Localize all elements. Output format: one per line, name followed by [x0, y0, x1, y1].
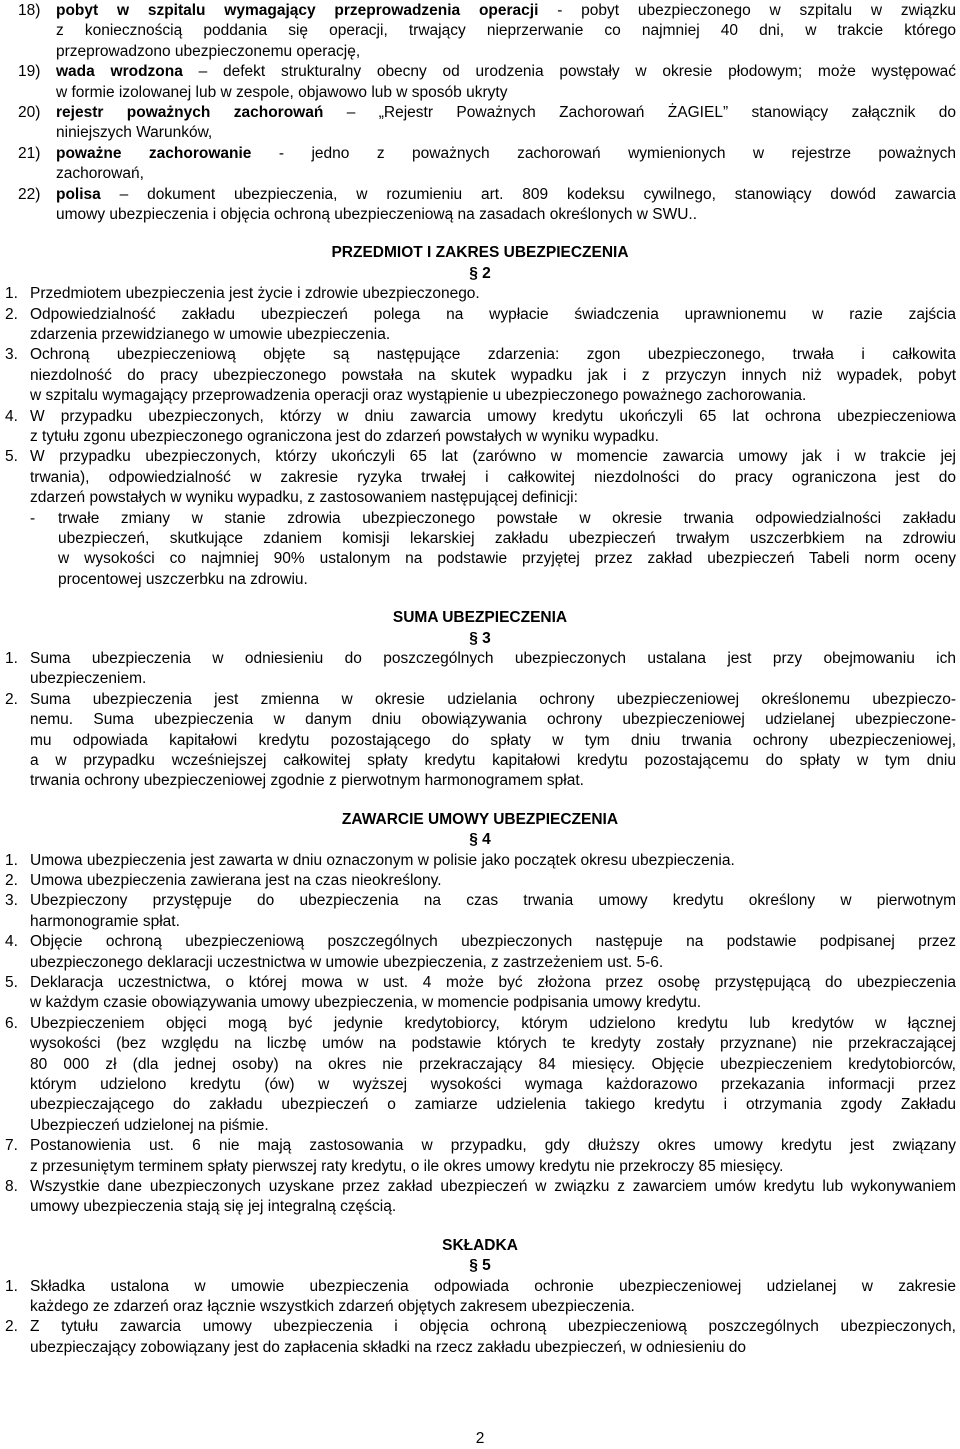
list-item-number: 2.: [5, 1318, 18, 1336]
list-item-line: Ubezpieczeń udzielonej na piśmie.: [30, 1116, 269, 1134]
list-item-number: 5.: [5, 448, 18, 466]
list-item-number: 8.: [5, 1178, 18, 1195]
definition-text: - pobyt ubezpieczonego w szpitalu w związku: [538, 2, 956, 19]
section-paragraph-symbol: § 4: [469, 831, 491, 849]
definition-line: [56, 143, 956, 164]
list-item-line: nemu. Suma ubezpieczenia w danym dniu obowiązywania ochrony ubezpieczeniowej udzielanej ubezpieczone-: [30, 711, 956, 729]
list-item-number: 1.: [5, 285, 18, 303]
list-item-line: w wysokości co najmniej 90% ustalonym na podstawie przyjętej przez zakład ubezpieczeń Tabeli norm oceny: [58, 550, 956, 568]
definition-text: umowy ubezpieczenia i objęcia ochroną ubezpieczeniową na zasadach określonych w SWU..: [56, 206, 698, 223]
list-item-line: Składka ustalona w umowie ubezpieczenia odpowiada ochronie ubezpieczeniowej udzielanej w zakresie: [30, 1277, 956, 1295]
section-heading: ZAWARCIE UMOWY UBEZPIECZENIA: [341, 810, 619, 828]
list-item-line: wysokości (bez względu na liczbę umów na podstawie których te kredyty zostały przyznane) nie przekraczającej: [30, 1035, 956, 1053]
definition-number: 19): [18, 63, 41, 81]
list-item-line: Ubezpieczeniem objęci mogą być jedynie kredytobiorcy, którym udzielono kredytu lub kredytów w łącznej: [30, 1014, 956, 1032]
list-item-number: 2.: [5, 305, 18, 323]
definition-text: przeprowadzono ubezpieczonemu operację,: [56, 42, 361, 60]
list-item-line: trwania), odpowiedzialność w zakresie ryzyka trwałej i całkowitej niezdolności do pracy ograniczona jest do: [30, 468, 956, 486]
list-item-line: trwałe zmiany w stanie zdrowia ubezpieczonego powstałe w okresie trwania odpowiedzialności zakładu: [58, 509, 956, 527]
list-item-line: ubezpieczeniem.: [30, 670, 147, 688]
list-item-line: Umowa ubezpieczenia jest zawarta w dniu oznaczonym w polisie jako początek okresu ubezpieczenia.: [30, 851, 735, 869]
list-item-line: Ubezpieczony przystępuje do ubezpieczenia na czas trwania umowy kredytu określony w pierwotnym: [30, 892, 956, 910]
list-item-number: 4.: [5, 407, 18, 425]
list-item-line: mu odpowiada kapitałowi kredytu pozostającego do spłaty w tym dniu trwania ochrony ubezpieczeniowej,: [30, 731, 956, 749]
list-item-line: Umowa ubezpieczenia zawierana jest na czas nieokreślony.: [30, 872, 442, 889]
list-item-number: 7.: [5, 1137, 18, 1155]
definition-text: z koniecznością poddania się operacji, trwający nieprzerwanie co najmniej 40 dni, w trakcie którego: [56, 22, 956, 40]
list-item-line: ubezpieczającego do zakładu ubezpieczeń o zamiarze udzielenia takiego kredytu i otrzymania zgody Zakładu: [30, 1096, 956, 1114]
list-item-line: zdarzenia przewidzianego w umowie ubezpieczenia.: [30, 326, 391, 343]
section-heading: SKŁADKA: [442, 1236, 518, 1254]
list-item-number: -: [30, 509, 36, 527]
list-item-number: 4.: [5, 933, 18, 951]
page-number: 2: [475, 1430, 485, 1447]
list-item-line: każdego ze zdarzeń oraz łącznie wszystkich zdarzeń objętych zakresem ubezpieczenia.: [30, 1298, 635, 1315]
section-paragraph-symbol: § 2: [469, 264, 491, 282]
list-item-line: ubezpieczeń, skutkujące zdaniem komisji lekarskiej zakładu ubezpieczeń trwałym uszczerbkiem na zdrowiu: [58, 530, 956, 547]
definition-line: [56, 184, 956, 205]
definition-text: – dokument ubezpieczenia, w rozumieniu art. 809 kodeksu cywilnego, stanowiący dowód zawarcia: [100, 185, 956, 203]
definition-line: [56, 0, 956, 21]
list-item-line: którym udzielono kredytu (ów) w wyższej wysokości wymaga każdorazowo przekazania informacji przez: [30, 1076, 956, 1093]
definition-number: 20): [18, 104, 41, 121]
list-item-line: z tytułu zgonu ubezpieczonego ograniczona jest do zdarzeń powstałych w wyniku wypadku.: [30, 428, 659, 445]
list-item-line: Deklaracja uczestnictwa, o której mowa w ust. 4 może być złożona przez osobę przystępującą do ubezpieczenia: [30, 974, 956, 991]
definition-term: rejestr poważnych zachorowań: [56, 104, 324, 121]
list-item-number: 6.: [5, 1014, 18, 1032]
section-paragraph-symbol: § 3: [469, 629, 491, 647]
list-item-line: Objęcie ochroną ubezpieczeniową poszczególnych ubezpieczonych następuje na podstawie podpisanej przez: [30, 933, 956, 951]
list-item-number: 1.: [5, 650, 18, 667]
section-heading: SUMA UBEZPIECZENIA: [392, 609, 568, 627]
definition-term: poważne zachorowanie: [56, 144, 252, 162]
list-item-line: ubezpieczający zobowiązany jest do zapłacenia składki na rzecz zakładu ubezpieczeń, w odniesieniu do: [30, 1338, 747, 1356]
list-item-line: Przedmiotem ubezpieczenia jest życie i zdrowie ubezpieczonego.: [30, 285, 480, 303]
definition-line: [56, 61, 956, 82]
definition-line: [56, 102, 956, 123]
list-item-line: Suma ubezpieczenia w odniesieniu do poszczególnych ubezpieczonych ustalana jest przy obejmowaniu ich: [30, 650, 956, 667]
list-item-line: umowy ubezpieczenia stają się jej integralną częścią.: [30, 1198, 397, 1216]
definition-number: 18): [18, 2, 41, 19]
definition-line: [56, 20, 956, 41]
list-item-line: z przesuniętym terminem spłaty pierwszej raty kredytu, o ile okres umowy kredytu nie przekroczy 85 miesięcy.: [30, 1157, 784, 1175]
list-item-line: harmonogramie spłat.: [30, 912, 180, 930]
list-item-line: w każdym czasie obowiązywania umowy ubezpieczenia, w momencie podpisania umowy kredytu.: [30, 994, 702, 1012]
list-item-line: W przypadku ubezpieczonych, którzy w dniu zawarcia umowy kredytu ukończyli 65 lat ochrona ubezpieczeniowa: [30, 407, 956, 425]
list-item-line: ubezpieczonego deklaracji uczestnictwa w umowie ubezpieczenia, z zastrzeżeniem ust. 5-6.: [30, 953, 664, 971]
list-item-line: Postanowienia ust. 6 nie mają zastosowania w przypadku, gdy dłuższy okres umowy kredytu jest związany: [30, 1137, 956, 1155]
list-item-number: 2.: [5, 690, 18, 708]
definition-text: – defekt strukturalny obecny od urodzenia powstały w okresie płodowym; może występować: [182, 63, 956, 81]
section-paragraph-symbol: § 5: [469, 1257, 491, 1275]
definition-text: w formie izolowanej lub w zespole, objawowo lub w sposób ukryty: [56, 83, 508, 101]
list-item-line: zdarzeń powstałych w wyniku wypadku, z zastosowaniem następującej definicji:: [30, 489, 578, 507]
list-item-line: Suma ubezpieczenia jest zmienna w okresie udzielania ochrony ubezpieczeniowej określonemu ubezpieczo-: [30, 690, 956, 708]
definition-term: wada wrodzona: [56, 63, 183, 81]
list-item-line: Z tytułu zawarcia umowy ubezpieczenia i objęcia ochroną ubezpieczeniową poszczególnych ubezpieczonych,: [30, 1318, 956, 1336]
list-item-line: niezdolność do pracy ubezpieczonego powstała na skutek wypadku jak i z przyczyn innych niż wypadek, pobyt: [30, 366, 956, 384]
definition-term: pobyt w szpitalu wymagający przeprowadzenia operacji: [56, 2, 539, 19]
list-item-number: 1.: [5, 851, 18, 869]
definition-term: polisa: [56, 185, 101, 203]
definition-number: 21): [18, 144, 41, 162]
list-item-line: procentowej uszczerbku na zdrowiu.: [58, 570, 308, 588]
list-item-number: 5.: [5, 974, 18, 991]
definition-line: [56, 41, 360, 62]
list-item-line: a w przypadku wcześniejszej całkowitej spłaty kredytu kapitałowi kredytu pozostającemu do spłaty w tym dniu: [30, 752, 956, 769]
definition-line: [56, 122, 212, 143]
definition-text: zachorowań,: [56, 165, 144, 183]
list-item-number: 2.: [5, 872, 18, 889]
list-item-line: Wszystkie dane ubezpieczonych uzyskane przez zakład ubezpieczeń w związku z zawarciem umów kredytu lub wykonywaniem: [30, 1178, 956, 1195]
list-item-line: 80 000 zł (dla jednej osoby) na okres nie przekraczający 84 miesięcy. Objęcie ubezpieczeniem kredytobiorców,: [30, 1055, 956, 1073]
list-item-line: trwania ochrony ubezpieczeniowej zgodnie z pierwotnym harmonogramem spłat.: [30, 772, 584, 790]
definition-text: – „Rejestr Poważnych Zachorowań ŻAGIEL” stanowiący załącznik do: [323, 104, 956, 121]
list-item-line: Odpowiedzialność zakładu ubezpieczeń polega na wypłacie świadczenia uprawnionemu w razie zajścia: [30, 305, 956, 323]
definition-line: [56, 163, 144, 184]
definition-line: [56, 204, 697, 225]
definition-text: niniejszych Warunków,: [56, 124, 213, 142]
definition-line: [56, 82, 507, 103]
list-item-line: w szpitalu wymagający przeprowadzenia operacji oraz wystąpienie u ubezpieczonego poważnego zachorowania.: [30, 387, 807, 405]
section-heading: PRZEDMIOT I ZAKRES UBEZPIECZENIA: [331, 244, 629, 262]
list-item-number: 3.: [5, 892, 18, 910]
list-item-number: 1.: [5, 1277, 18, 1295]
definition-number: 22): [18, 185, 41, 203]
list-item-line: Ochroną ubezpieczeniową objęte są następujące zdarzenia: zgon ubezpieczonego, trwała i całkowita: [30, 346, 956, 364]
definition-text: - jedno z poważnych zachorowań wymienionych w rejestrze poważnych: [251, 144, 956, 162]
list-item-line: W przypadku ubezpieczonych, którzy ukończyli 65 lat (zarówno w momencie zawarcia umowy jak i w trakcie jej: [30, 448, 956, 466]
list-item-number: 3.: [5, 346, 18, 364]
